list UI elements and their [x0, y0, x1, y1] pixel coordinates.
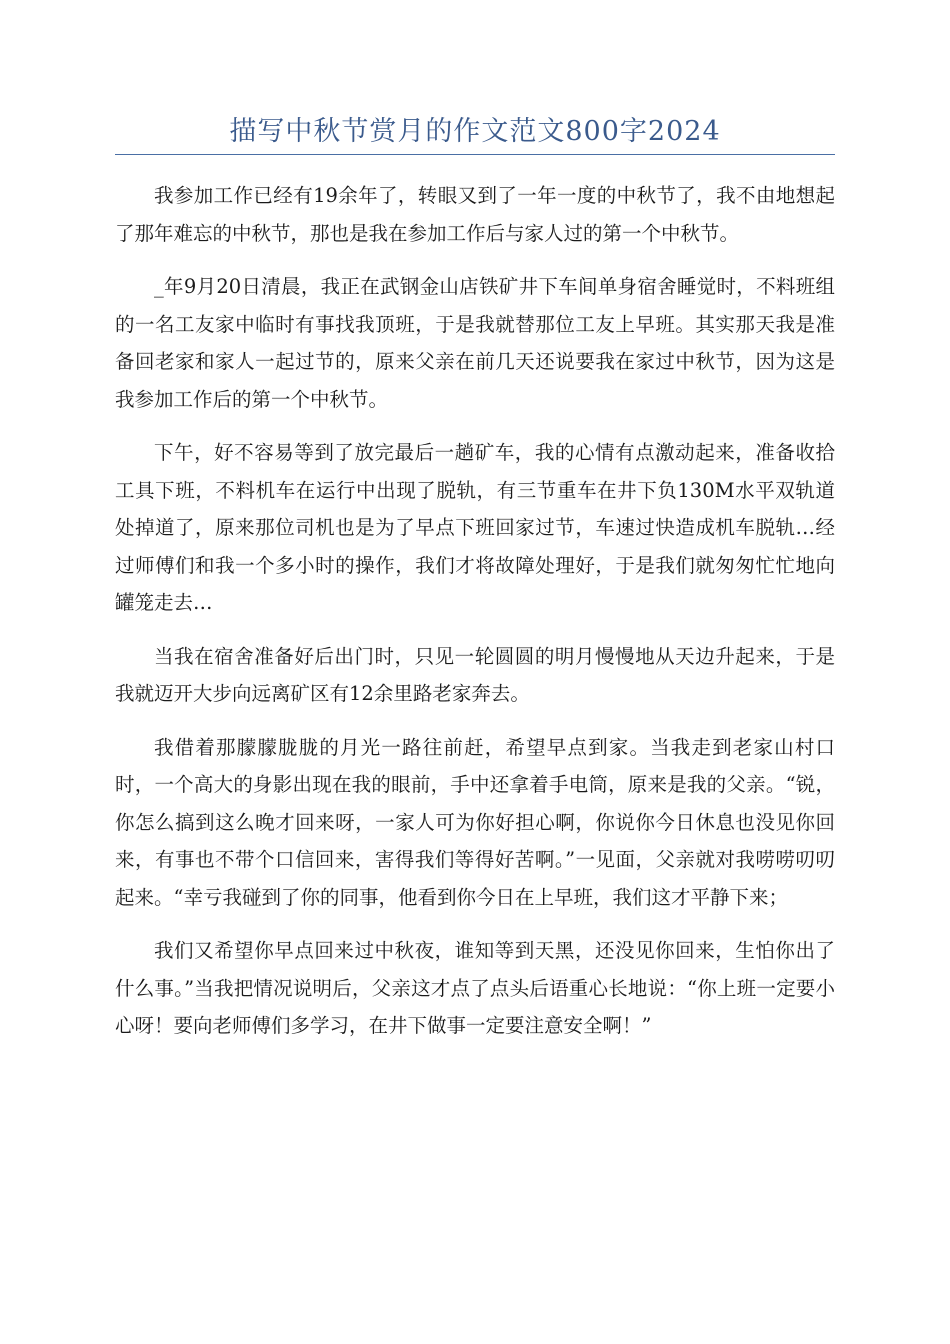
paragraph: 下午，好不容易等到了放完最后一趟矿车，我的心情有点激动起来，准备收拾工具下班，不料机车在运行中出现了脱轨，有三节重车在井下负130M水平双轨道处掉道了，原来那位司机也是为了早点下班回家过节，车速过快造成机车脱轨…经过师傅们和我一个多小时的操作，我们才将故障处理好，于是我们就匆匆忙忙地向罐笼走去…: [115, 441, 835, 614]
document-body: [115, 177, 835, 1045]
document-title: 描写中秋节赏月的作文范文800字2024: [115, 112, 835, 155]
paragraph: 当我在宿舍准备好后出门时，只见一轮圆圆的明月慢慢地从天边升起来，于是我就迈开大步向远离矿区有12余里路老家奔去。: [115, 644, 835, 705]
paragraph: 我借着那朦朦胧胧的月光一路往前赶，希望早点到家。当我走到老家山村口时，一个高大的身影出现在我的眼前，手中还拿着手电筒，原来是我的父亲。“锐，你怎么搞到这么晚才回来呀，一家人可为你好担心啊，你说你今日休息也没见你回来，有事也不带个口信回来，害得我们等得好苦啊。”一见面，父亲就对我唠唠叨叨起来。“幸亏我碰到了你的同事，他看到你今日在上早班，我们这才平静下来；: [115, 735, 835, 909]
paragraph: _年9月20日清晨，我正在武钢金山店铁矿井下车间单身宿舍睡觉时，不料班组的一名工友家中临时有事找我顶班，于是我就替那位工友上早班。其实那天我是准备回老家和家人一起过节的，原来父亲在前几天还说要我在家过中秋节，因为这是我参加工作后的第一个中秋节。: [115, 275, 835, 411]
paragraph: 我们又希望你早点回来过中秋夜，谁知等到天黑，还没见你回来，生怕你出了什么事。”当我把情况说明后，父亲这才点了点头后语重心长地说：“你上班一定要小心呀！要向老师傅们多学习，在井下做事一定要注意安全啊！”: [115, 939, 835, 1037]
document-page: [115, 112, 835, 1061]
paragraph: 我参加工作已经有19余年了，转眼又到了一年一度的中秋节了，我不由地想起了那年难忘的中秋节，那也是我在参加工作后与家人过的第一个中秋节。: [115, 184, 835, 245]
